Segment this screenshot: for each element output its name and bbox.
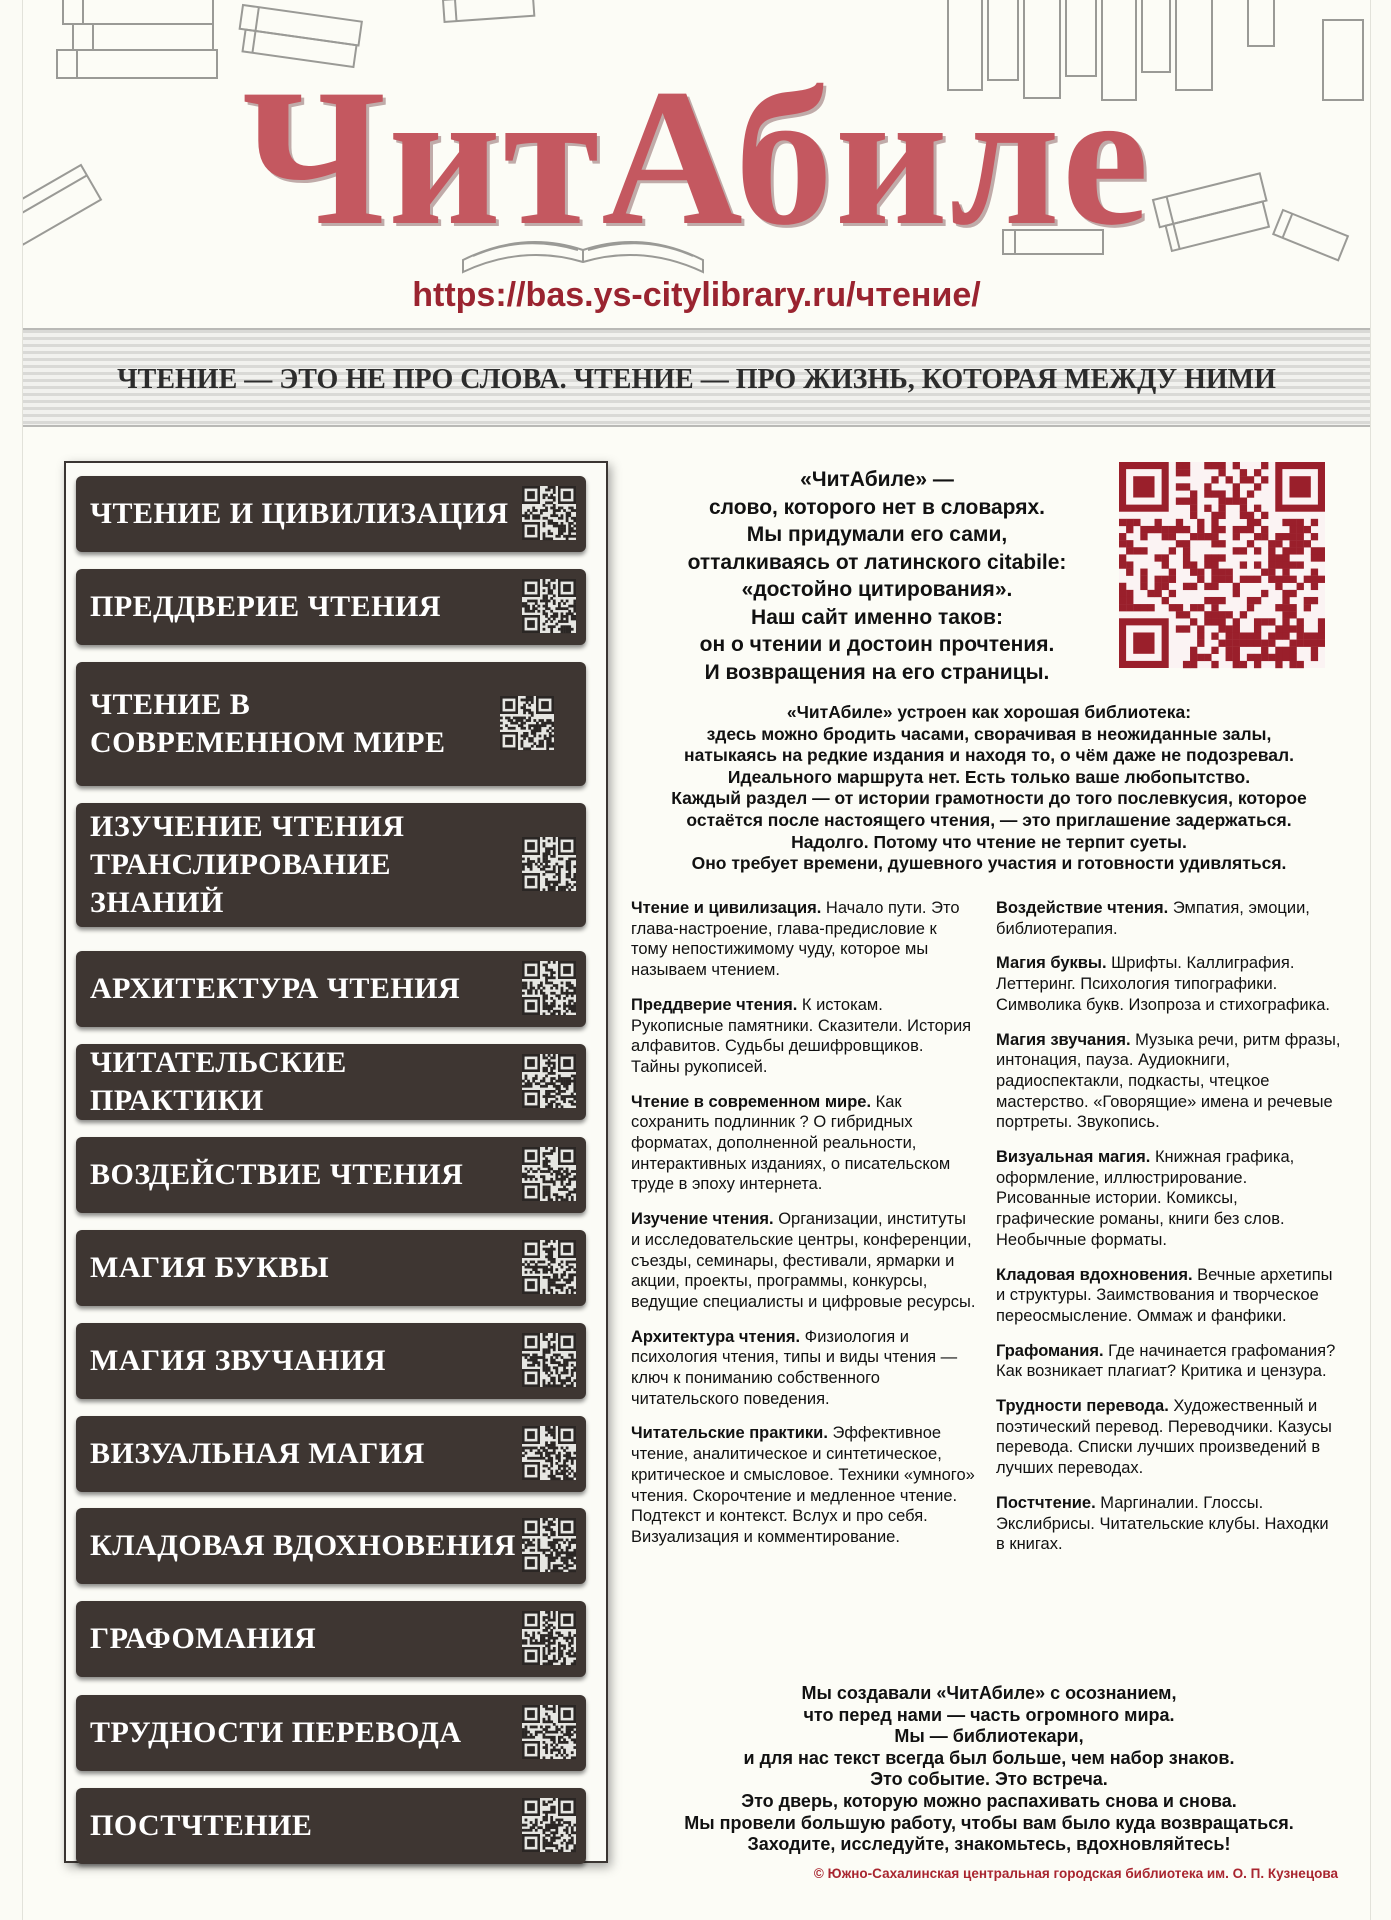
- section-title: ПРЕДДВЕРИЕ ЧТЕНИЯ: [90, 590, 442, 623]
- section-button[interactable]: [76, 951, 586, 1027]
- section-description: [631, 1209, 976, 1313]
- section-button[interactable]: [76, 1601, 586, 1677]
- section-description-title: Магия звучания.: [996, 1030, 1131, 1049]
- section-title: ГРАФОМАНИЯ: [90, 1622, 317, 1655]
- section-button[interactable]: [76, 803, 586, 927]
- text-line: остаётся после настоящего чтения, — это приглашение задержаться.: [686, 809, 1292, 830]
- qr-code-icon[interactable]: [522, 579, 576, 635]
- section-description-body: Вечные архетипы и структуры. Заимствования и творческое переосмысление. Оммаж и фанфики.: [996, 1265, 1333, 1325]
- section-button[interactable]: [76, 1230, 586, 1306]
- section-button[interactable]: [76, 1788, 586, 1864]
- section-title: КЛАДОВАЯ ВДОХНОВЕНИЯ: [90, 1529, 516, 1562]
- section-description-body: Эффективное чтение, аналитическое и синтетическое, критическое и смысловое. Техники «умного» чтения. Скорочтение и медленное чтение. Подтекст и контекст. Вслух и про себя. Визуализация и комментирование.: [631, 1424, 975, 1546]
- entries-left-column: [631, 898, 976, 1562]
- text-line: отталкиваясь от латинского citabile:: [687, 550, 1067, 574]
- section-description-title: Преддверие чтения.: [631, 995, 798, 1014]
- section-title: ТРУДНОСТИ ПЕРЕВОДА: [90, 1716, 462, 1749]
- text-line: Мы создавали «ЧитАбиле» с осознанием,: [801, 1683, 1177, 1703]
- section-description: [996, 1341, 1341, 1382]
- text-line: Мы придумали его сами,: [746, 523, 1008, 546]
- section-description-body: Начало пути. Это глава-настроение, глава-предисловие к тому непостижимому чуду, которое мы называем чтением.: [631, 899, 960, 980]
- section-button[interactable]: [76, 1416, 586, 1492]
- section-button[interactable]: [76, 569, 586, 645]
- qr-code-icon[interactable]: [522, 1333, 576, 1389]
- text-line: И возвращения на его страницы.: [704, 660, 1050, 684]
- text-line: Идеального маршрута нет. Есть только ваше любопытство.: [727, 766, 1251, 787]
- section-description-title: Чтение в современном мире.: [631, 1092, 872, 1111]
- slogan-band: [23, 328, 1370, 427]
- text-line: Это дверь, которую можно распахивать снова и снова.: [741, 1790, 1237, 1811]
- text-line: он о чтении и достоин прочтения.: [699, 633, 1055, 656]
- section-description: [631, 1423, 976, 1547]
- section-description-body: Как сохранить подлинник ? О гибридных форматах, дополненной реальности, интерактивных изданиях, о писательском труде в эпоху интернета.: [631, 1092, 951, 1194]
- section-description: [996, 953, 1341, 1015]
- text-line: Мы — библиотекари,: [894, 1726, 1084, 1747]
- section-description: [631, 995, 976, 1078]
- section-description-title: Архитектура чтения.: [631, 1327, 801, 1346]
- text-line: «ЧитАбиле» —: [800, 468, 954, 491]
- qr-code-icon[interactable]: [522, 1147, 576, 1203]
- section-description: [996, 1396, 1341, 1479]
- section-title: МАГИЯ БУКВЫ: [90, 1251, 330, 1284]
- text-line: здесь можно бродить часами, сворачивая в неожиданные залы,: [706, 723, 1272, 744]
- slogan-text: ЧТЕНИЕ — ЭТО НЕ ПРО СЛОВА. ЧТЕНИЕ — ПРО ЖИЗНЬ, КОТОРАЯ МЕЖДУ НИМИ: [117, 364, 1276, 395]
- section-title: ИЗУЧЕНИЕ ЧТЕНИЯ ТРАНСЛИРОВАНИЕ ЗНАНИЙ: [90, 810, 405, 919]
- qr-code-icon[interactable]: [500, 696, 554, 752]
- section-description-title: Постчтение.: [996, 1493, 1096, 1512]
- section-description: [996, 1030, 1341, 1134]
- text-line: Оно требует времени, душевного участия и готовности удивляться.: [691, 853, 1287, 874]
- text-line: Заходите, исследуйте, знакомьтесь, вдохновляйтесь!: [747, 1834, 1231, 1855]
- intro-text: [623, 466, 1131, 686]
- section-button[interactable]: [76, 1044, 586, 1120]
- section-title: МАГИЯ ЗВУЧАНИЯ: [90, 1344, 387, 1377]
- section-title: ПОСТЧТЕНИЕ: [90, 1809, 313, 1842]
- section-description-body: Где начинается графомания? Как возникает плагиат? Критика и цензура.: [996, 1341, 1336, 1381]
- section-button[interactable]: [76, 1695, 586, 1771]
- section-description-title: Читательские практики.: [631, 1424, 828, 1443]
- section-description-body: К истокам. Рукописные памятники. Сказители. История алфавитов. Судьбы дешифровщиков. Тайны рукописей.: [631, 995, 972, 1076]
- section-description-title: Чтение и цивилизация.: [631, 899, 822, 917]
- section-title: ЧТЕНИЕ В СОВРЕМЕННОМ МИРЕ: [90, 688, 446, 759]
- text-line: натыкаясь на редкие издания и находя то, о чём даже не подозревал.: [684, 745, 1294, 766]
- poster-header: [23, 0, 1370, 330]
- text-line: Это событие. Это встреча.: [870, 1769, 1108, 1790]
- entries-right-column: [996, 898, 1341, 1569]
- qr-code-icon[interactable]: [522, 1054, 576, 1110]
- section-title: АРХИТЕКТУРА ЧТЕНИЯ: [90, 972, 461, 1005]
- section-description-title: Изучение чтения.: [631, 1210, 774, 1229]
- qr-code-icon[interactable]: [522, 1240, 576, 1296]
- qr-code-icon[interactable]: [522, 1426, 576, 1482]
- section-title: ЧТЕНИЕ И ЦИВИЛИЗАЦИЯ: [90, 497, 509, 530]
- text-line: Наш сайт именно таков:: [751, 605, 1003, 629]
- section-description-title: Графомания.: [996, 1341, 1104, 1360]
- section-button[interactable]: [76, 476, 586, 552]
- section-description-body: Физиология и психология чтения, типы и виды чтения — ключ к пониманию собственного читательского поведения.: [631, 1327, 958, 1408]
- copyright-text: © Южно-Сахалинская центральная городская библиотека им. О. П. Кузнецова: [813, 1866, 1338, 1881]
- section-title: ВИЗУАЛЬНАЯ МАГИЯ: [90, 1437, 425, 1470]
- text-line: Мы провели большую работу, чтобы вам было куда возвращаться.: [684, 1812, 1294, 1833]
- section-description-body: Музыка речи, ритм фразы, интонация, пауза. Аудиокниги, радиоспектакли, подкасты, чтецкое мастерство. «Говорящие» имена и речевые портреты. Звукопись.: [996, 1030, 1341, 1132]
- text-line: Надолго. Потому что чтение не терпит суеты.: [791, 831, 1187, 852]
- qr-code-icon[interactable]: [522, 1798, 576, 1854]
- brand-title: ЧитАбиле: [242, 49, 1151, 266]
- section-button[interactable]: [76, 662, 586, 786]
- section-description-title: Воздействие чтения.: [996, 899, 1169, 917]
- section-description: [631, 1327, 976, 1410]
- section-title: ВОЗДЕЙСТВИЕ ЧТЕНИЯ: [90, 1158, 464, 1191]
- qr-code-icon[interactable]: [522, 1611, 576, 1667]
- site-url-link[interactable]: https://bas.ys-citylibrary.ru/чтение/: [412, 276, 981, 314]
- section-button[interactable]: [76, 1323, 586, 1399]
- section-description: [996, 1493, 1341, 1555]
- section-description-body: Художественный и поэтический перевод. Переводчики. Казусы перевода. Списки лучших произведений в лучших переводах.: [996, 1397, 1332, 1478]
- section-description: [996, 898, 1341, 939]
- section-description-title: Визуальная магия.: [996, 1148, 1151, 1167]
- section-description-title: Трудности перевода.: [996, 1397, 1169, 1416]
- description-text: [619, 702, 1359, 875]
- qr-code-icon[interactable]: [522, 1705, 576, 1761]
- qr-code-icon[interactable]: [522, 486, 576, 542]
- qr-code-icon[interactable]: [522, 1518, 576, 1574]
- section-button[interactable]: [76, 1508, 586, 1584]
- section-description-title: Кладовая вдохновения.: [996, 1265, 1193, 1284]
- section-description-body: Эмпатия, эмоции, библиотерапия.: [996, 899, 1310, 938]
- text-line: и для нас текст всегда был больше, чем набор знаков.: [743, 1747, 1235, 1768]
- section-description-body: Шрифты. Каллиграфия. Леттеринг. Психология типографики. Символика букв. Изопроза и стихографика.: [996, 954, 1330, 1014]
- section-description-body: Организации, институты и исследовательские центры, конференции, съезды, семинары, фестивали, ярмарки и акции, проекты, программы, конкурсы, ведущие специалисты и цифровые ресурсы.: [631, 1210, 976, 1311]
- text-line: «достойно цитирования».: [741, 578, 1013, 601]
- section-description-body: Книжная графика, оформление, иллюстрирование. Рисованные истории. Комиксы, графические романы, книги без слов. Необычные форматы.: [996, 1148, 1295, 1249]
- section-description: [996, 1147, 1341, 1251]
- section-description-title: Магия буквы.: [996, 954, 1107, 973]
- section-description-body: Маргиналии. Глоссы. Экслибрисы. Читательские клубы. Находки в книгах.: [996, 1493, 1329, 1554]
- text-line: слово, которого нет в словарях.: [708, 495, 1045, 519]
- qr-code-icon[interactable]: [1119, 462, 1325, 678]
- section-description: [631, 1092, 976, 1196]
- section-title: ЧИТАТЕЛЬСКИЕ ПРАКТИКИ: [90, 1046, 347, 1117]
- qr-code-icon[interactable]: [522, 961, 576, 1017]
- sections-panel: [64, 461, 608, 1863]
- section-description: [631, 898, 976, 981]
- section-button[interactable]: [76, 1137, 586, 1213]
- qr-code-icon[interactable]: [522, 837, 576, 893]
- poster-page: [22, 0, 1371, 1920]
- outro-text: [619, 1683, 1359, 1856]
- text-line: что перед нами — часть огромного мира.: [803, 1704, 1175, 1725]
- section-description: [996, 1265, 1341, 1327]
- text-line: Каждый раздел — от истории грамотности до того послевкусия, которое: [671, 788, 1307, 809]
- text-line: «ЧитАбиле» устроен как хорошая библиотека:: [786, 702, 1192, 722]
